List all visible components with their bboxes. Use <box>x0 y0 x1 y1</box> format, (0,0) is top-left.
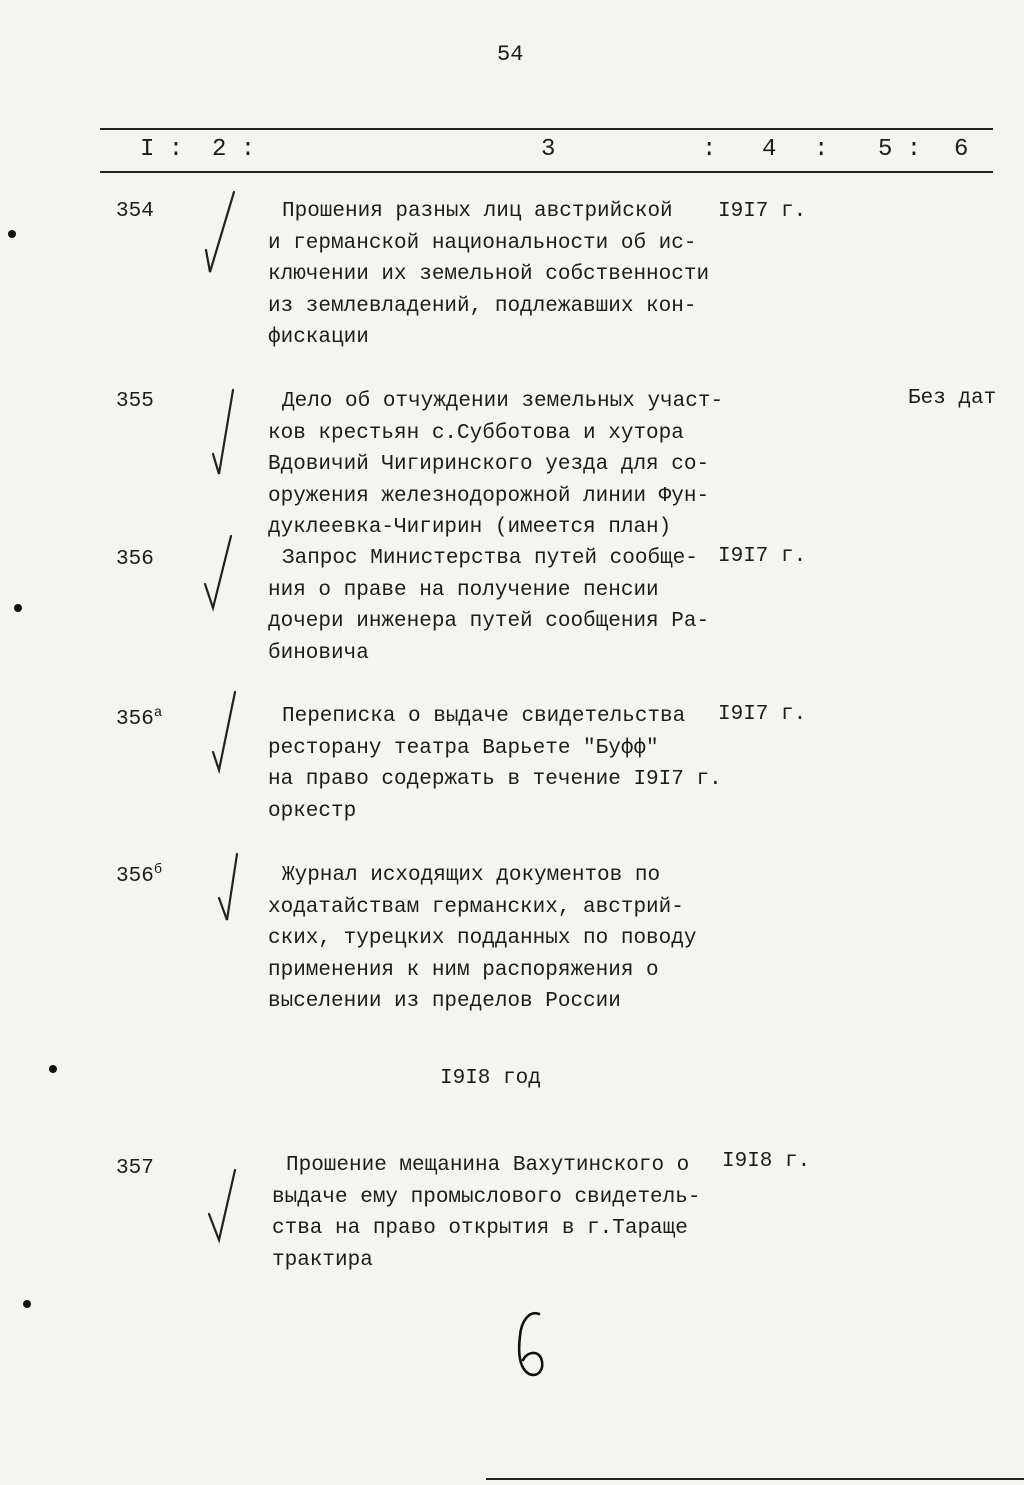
handwritten-sheet-number <box>505 1308 555 1380</box>
header-col-3: 3 <box>541 136 556 163</box>
description-line: применения к ним распоряжения о <box>268 958 659 982</box>
description-line: оружения железнодорожной линии Фун- <box>268 484 710 508</box>
page-number: 54 <box>497 42 524 67</box>
punch-mark <box>14 604 22 612</box>
description-line: ских, турецких подданных по поводу <box>268 927 697 950</box>
entry-description <box>282 543 732 575</box>
entry-description <box>282 701 732 733</box>
header-col-6: 6 <box>954 136 969 163</box>
scan-edge-line <box>486 1478 1024 1480</box>
section-heading-1918: I9I8 год <box>440 1067 541 1090</box>
entry-description <box>282 860 732 892</box>
entry-year: I9I7 г. <box>718 200 807 223</box>
description-line: ния о праве на получение пенсии <box>268 578 659 602</box>
header-col-4: 4 <box>762 136 777 163</box>
description-line: и германской национальности об ис- <box>268 231 697 255</box>
description-line: Журнал исходящих документов по <box>282 864 661 887</box>
header-col-2: 2 : <box>212 136 256 163</box>
description-line: дуклеевка-Чигирин (имеется план) <box>268 516 672 539</box>
description-line: биновича <box>268 641 369 665</box>
description-line: ходатайствам германских, австрий- <box>268 895 684 919</box>
entry-number: $356^б$ <box>116 862 163 888</box>
description-line: Запрос Министерства путей сообще- <box>282 547 698 570</box>
check-mark-icon <box>207 388 243 480</box>
description-line: Переписка о выдаче свидетельства <box>282 705 686 728</box>
entry-description <box>282 196 732 228</box>
check-mark-icon <box>198 188 244 278</box>
check-mark-icon <box>207 688 243 776</box>
entry-number-suffix: б <box>153 862 163 878</box>
check-mark-icon <box>203 1166 243 1246</box>
header-col-5: 5 : <box>878 136 922 163</box>
description-line: Вдовичий Чигиринского уезда для со- <box>268 453 710 476</box>
description-line: ков крестьян с.Субботова и хутора <box>268 421 684 445</box>
entry-number-suffix: а <box>153 705 163 721</box>
entry-number: $356^а$ <box>116 705 163 731</box>
entry-number: 354 <box>116 200 154 223</box>
description-line: Дело об отчуждении земельных участ- <box>282 390 724 413</box>
header-top-rule <box>100 128 993 130</box>
punch-mark <box>49 1065 57 1073</box>
punch-mark <box>8 230 16 238</box>
entry-number: 356 <box>116 548 154 571</box>
entry-no-date-note: Без дат <box>908 387 997 410</box>
entry-year: I9I7 г. <box>718 545 807 568</box>
description-line: Прошение мещанина Вахутинского о <box>286 1154 690 1177</box>
entry-description-cont <box>268 733 722 828</box>
description-line: ключении их земельной собственности <box>268 263 710 286</box>
punch-mark <box>23 1300 31 1308</box>
entry-description <box>286 1150 736 1182</box>
header-sep-3-4: : <box>702 136 717 163</box>
description-line: выселении из пределов России <box>268 990 621 1013</box>
entry-description-cont <box>268 228 718 354</box>
header-sep-4-5: : <box>814 136 829 163</box>
entry-year: I9I8 г. <box>722 1150 811 1173</box>
entry-number: 355 <box>116 390 154 413</box>
header-bottom-rule <box>100 171 993 173</box>
entry-year: I9I7 г. <box>718 703 807 726</box>
check-mark-icon <box>213 852 245 924</box>
description-line: трактира <box>272 1248 373 1272</box>
description-line: выдаче ему промыслового свидетель- <box>272 1185 701 1209</box>
description-line: оркестр <box>268 799 357 823</box>
description-line: фискации <box>268 326 369 349</box>
header-col-1: I : <box>140 136 184 163</box>
check-mark-icon <box>199 532 239 614</box>
entry-description <box>282 386 732 418</box>
entry-description-cont <box>268 575 718 670</box>
description-line: ресторану театра Варьете "Буфф" <box>268 736 659 760</box>
description-line: дочери инженера путей сообщения Ра- <box>268 610 710 633</box>
entry-number: 357 <box>116 1157 154 1180</box>
entry-description-cont <box>268 418 718 544</box>
description-line: ства на право открытия в г.Таращe <box>272 1217 688 1240</box>
description-line: на право содержать в течение I9I7 г. <box>268 768 722 791</box>
description-line: Прошения разных лиц австрийской <box>282 200 673 223</box>
entry-description-cont <box>272 1182 722 1277</box>
entry-description-cont <box>268 892 718 1018</box>
description-line: из землевладений, подлежавших кон- <box>268 294 697 318</box>
